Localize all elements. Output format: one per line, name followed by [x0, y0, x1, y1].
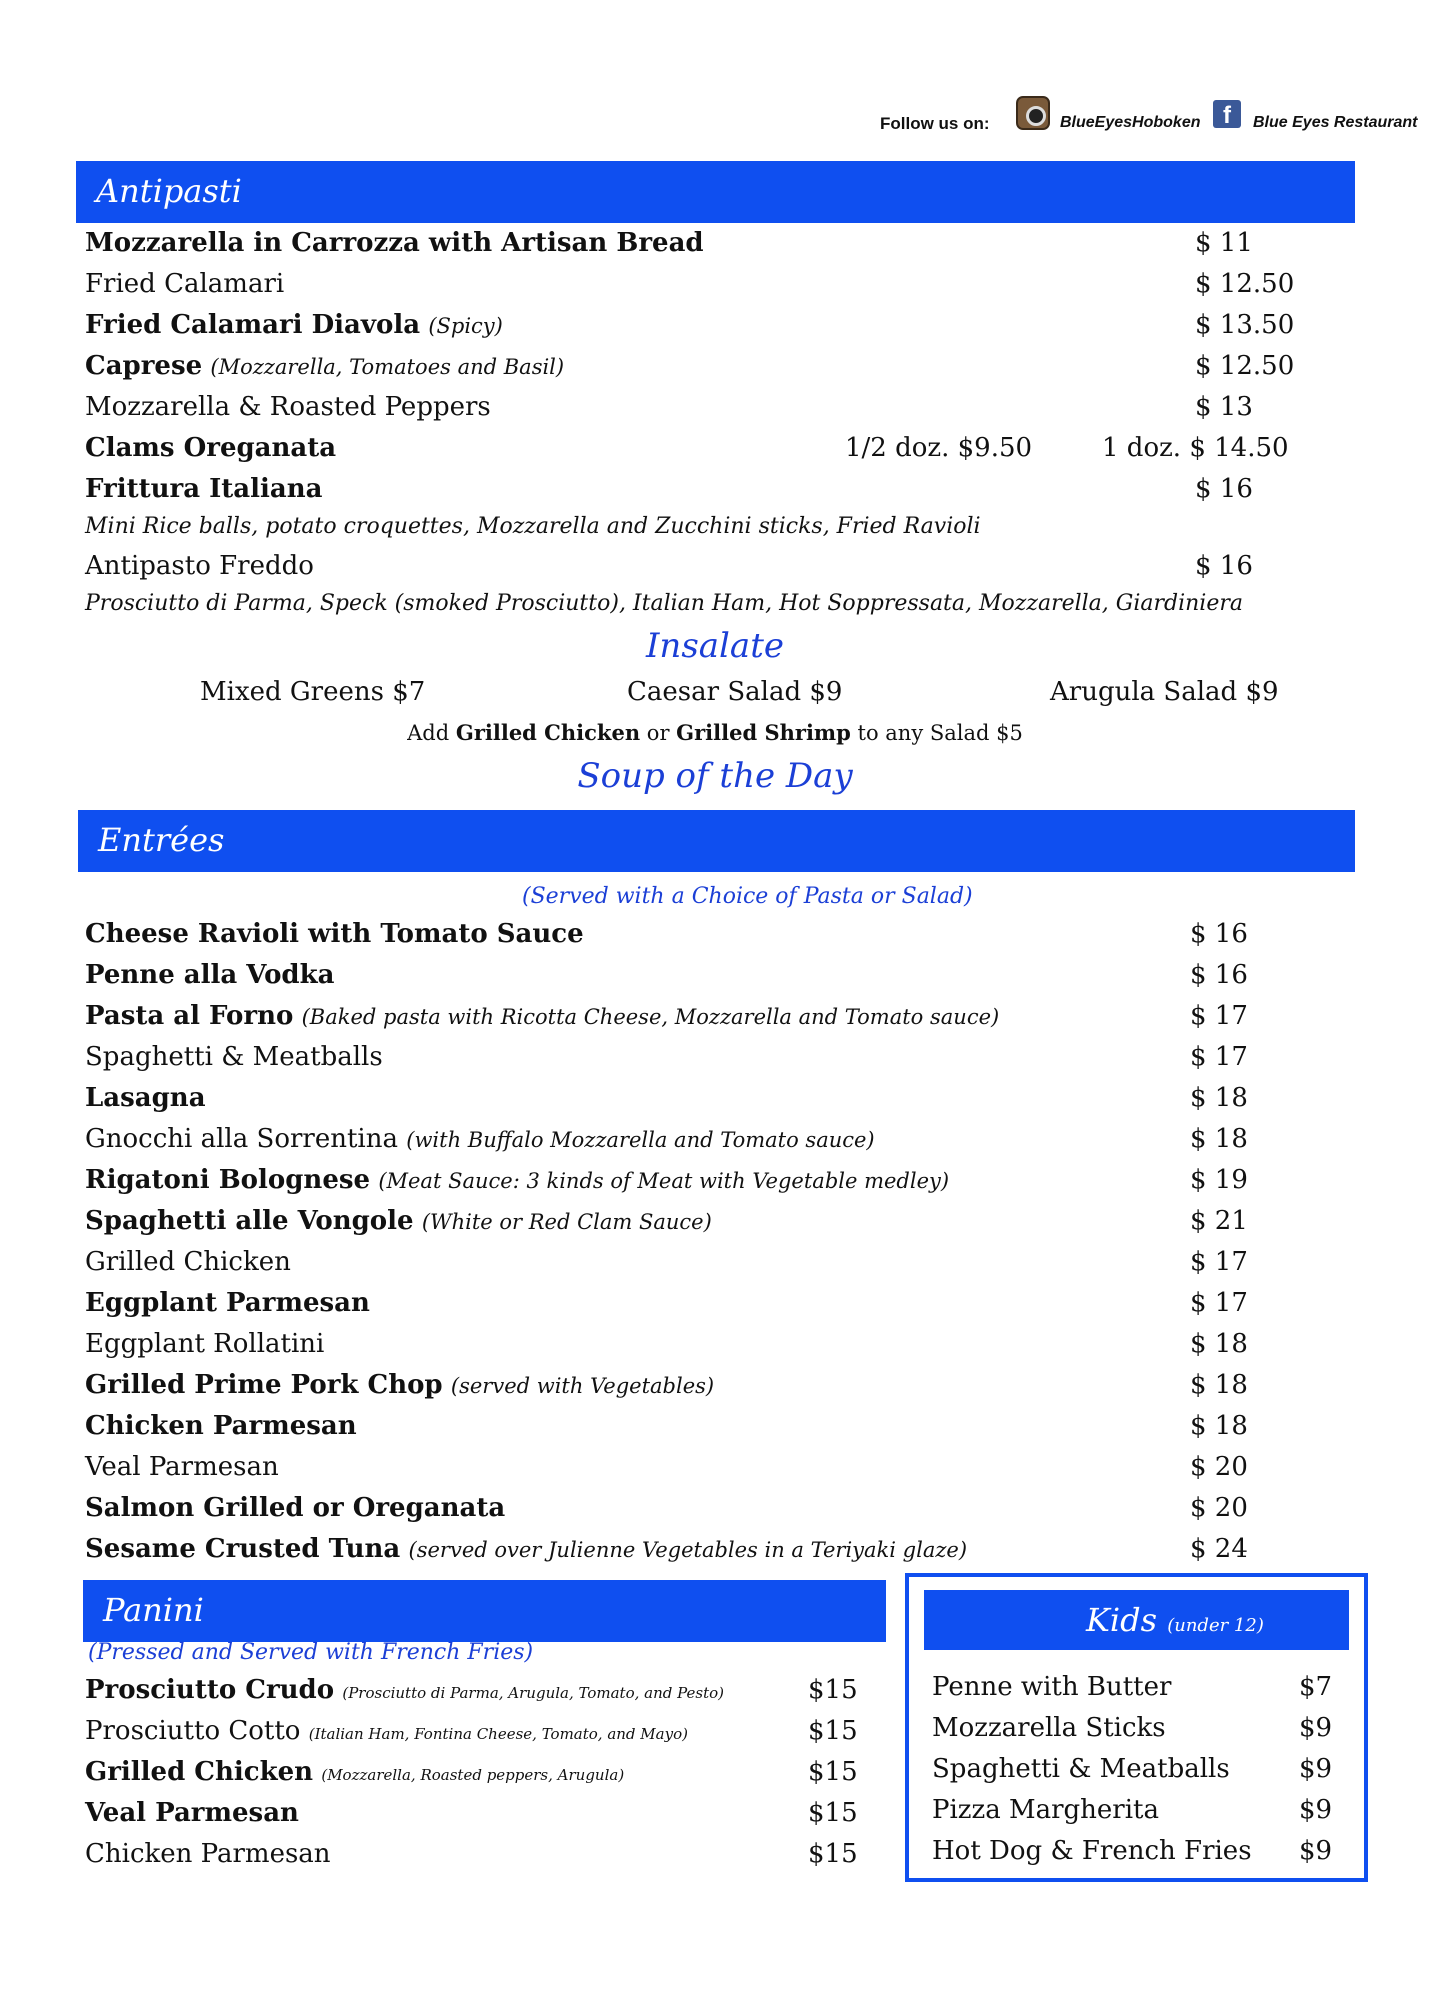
- item-name: Antipasto Freddo: [85, 551, 314, 581]
- item-name: Spaghetti alle Vongole: [85, 1206, 414, 1236]
- item-name: Sesame Crusted Tuna: [85, 1534, 401, 1564]
- item-name: Mozzarella Sticks: [932, 1713, 1166, 1743]
- antipasti-bar: [76, 161, 1355, 223]
- item-name: Spaghetti & Meatballs: [932, 1754, 1230, 1784]
- item-name: Veal Parmesan: [85, 1798, 299, 1828]
- entrees-note: (Served with a Choice of Pasta or Salad): [522, 884, 973, 909]
- item-price: $ 12.50: [1195, 351, 1295, 381]
- list-item: [85, 1411, 1345, 1452]
- list-item: [85, 960, 1345, 1001]
- list-item: [85, 1124, 1345, 1165]
- item-price: $ 18: [1190, 1124, 1248, 1154]
- list-item: [85, 1083, 1345, 1124]
- facebook-name[interactable]: Blue Eyes Restaurant: [1253, 114, 1418, 131]
- list-item: [627, 677, 842, 707]
- item-name: Fried Calamari: [85, 269, 285, 299]
- list-item: [932, 1754, 1352, 1795]
- item-name: Arugula Salad: [1050, 677, 1238, 707]
- list-item: [932, 1672, 1352, 1713]
- item-name: Grilled Chicken: [85, 1247, 291, 1277]
- antipasti-title: Antipasti: [96, 172, 242, 210]
- item-price: $ 24: [1190, 1534, 1248, 1564]
- list-item: [85, 433, 1345, 474]
- list-item: [85, 1165, 1345, 1206]
- kids-box: [905, 1573, 1368, 1882]
- panini-title: Panini: [103, 1591, 204, 1629]
- item-price-half: 1/2 doz. $9.50: [845, 433, 1033, 463]
- item-price: $ 16: [1190, 960, 1248, 990]
- item-price: $ 17: [1190, 1001, 1248, 1031]
- list-item: [85, 1716, 885, 1757]
- item-name: Pizza Margherita: [932, 1795, 1159, 1825]
- list-item: [932, 1795, 1352, 1836]
- list-item: [85, 1370, 1345, 1411]
- item-name: Chicken Parmesan: [85, 1839, 331, 1869]
- item-price: $ 21: [1190, 1206, 1248, 1236]
- instagram-handle[interactable]: BlueEyesHoboken: [1060, 114, 1201, 131]
- item-price: $9: [1299, 1754, 1333, 1784]
- item-name: Prosciutto Cotto: [85, 1716, 301, 1746]
- list-item: [85, 474, 1345, 515]
- list-item: [85, 1798, 885, 1839]
- item-name: Eggplant Rollatini: [85, 1329, 325, 1359]
- item-price: $ 19: [1190, 1165, 1248, 1195]
- item-name: Mixed Greens: [200, 677, 384, 707]
- list-item: [85, 1288, 1345, 1329]
- item-desc: (served with Vegetables): [450, 1374, 715, 1398]
- item-price: $ 17: [1190, 1247, 1248, 1277]
- list-item: [85, 1206, 1345, 1247]
- item-price: $ 20: [1190, 1452, 1248, 1482]
- item-name: Clams Oreganata: [85, 433, 337, 463]
- list-item: [1050, 677, 1279, 707]
- item-price: $ 11: [1195, 228, 1253, 258]
- item-name: Grilled Prime Pork Chop: [85, 1370, 443, 1400]
- item-name: Caprese: [85, 351, 203, 381]
- item-name: Lasagna: [85, 1083, 206, 1113]
- item-name: Penne alla Vodka: [85, 960, 335, 990]
- item-desc: (served over Julienne Vegetables in a Teriyaki glaze): [408, 1538, 968, 1562]
- entrees-bar: [78, 810, 1355, 872]
- item-price: $15: [808, 1675, 858, 1705]
- item-name: Prosciutto Crudo: [85, 1675, 335, 1705]
- list-item: [200, 677, 425, 707]
- item-desc: (Baked pasta with Ricotta Cheese, Mozzarella and Tomato sauce): [301, 1005, 1000, 1029]
- panini-note: (Pressed and Served with French Fries): [88, 1640, 534, 1665]
- salad-addon-note: Add Grilled Chicken or Grilled Shrimp to any Salad $5: [407, 720, 1023, 745]
- item-price: $15: [808, 1798, 858, 1828]
- item-price: $ 12.50: [1195, 269, 1295, 299]
- item-price: $9: [1299, 1836, 1333, 1866]
- freddo-sub: Prosciutto di Parma, Speck (smoked Prosciutto), Italian Ham, Hot Soppressata, Mozzarella, Giardiniera: [85, 591, 1243, 616]
- list-item: [932, 1713, 1352, 1754]
- list-item: [85, 1839, 885, 1880]
- list-item: [85, 1452, 1345, 1493]
- list-item: [85, 1001, 1345, 1042]
- item-price: $9: [1245, 677, 1279, 707]
- list-item: [85, 228, 1345, 269]
- item-price: $ 18: [1190, 1411, 1248, 1441]
- item-price: $9: [809, 677, 843, 707]
- follow-label: Follow us on:: [880, 114, 990, 133]
- item-price: $7: [392, 677, 426, 707]
- list-item: [85, 351, 1345, 392]
- kids-title: Kids: [1086, 1601, 1158, 1639]
- item-price: $ 16: [1195, 474, 1253, 504]
- list-item: [85, 1757, 885, 1798]
- item-desc: (Prosciutto di Parma, Arugula, Tomato, and Pesto): [342, 1684, 725, 1702]
- facebook-icon[interactable]: f: [1213, 100, 1241, 128]
- item-name: Gnocchi alla Sorrentina: [85, 1124, 398, 1154]
- item-desc: (Meat Sauce: 3 kinds of Meat with Vegetable medley): [378, 1169, 950, 1193]
- item-price: $ 17: [1190, 1288, 1248, 1318]
- list-item: [85, 1675, 885, 1716]
- item-desc: (with Buffalo Mozzarella and Tomato sauce): [406, 1128, 875, 1152]
- item-price: $ 18: [1190, 1329, 1248, 1359]
- item-name: Fried Calamari Diavola: [85, 310, 421, 340]
- item-name: Frittura Italiana: [85, 474, 323, 504]
- item-desc: (Italian Ham, Fontina Cheese, Tomato, and Mayo): [308, 1725, 688, 1743]
- list-item: [85, 269, 1345, 310]
- list-item: [85, 1042, 1345, 1083]
- item-price: $ 13.50: [1195, 310, 1295, 340]
- item-desc: (White or Red Clam Sauce): [421, 1210, 712, 1234]
- list-item: [85, 551, 1345, 592]
- item-price: $15: [808, 1757, 858, 1787]
- item-name: Pasta al Forno: [85, 1001, 294, 1031]
- item-price: $ 16: [1190, 919, 1248, 949]
- list-item: [85, 1329, 1345, 1370]
- item-name: Penne with Butter: [932, 1672, 1172, 1702]
- insalate-title: Insalate: [646, 626, 784, 666]
- item-name: Grilled Chicken: [85, 1757, 314, 1787]
- instagram-icon[interactable]: [1016, 96, 1050, 130]
- item-price: $9: [1299, 1795, 1333, 1825]
- item-name: Rigatoni Bolognese: [85, 1165, 371, 1195]
- item-price: $15: [808, 1716, 858, 1746]
- item-price: $ 20: [1190, 1493, 1248, 1523]
- item-name: Veal Parmesan: [85, 1452, 279, 1482]
- item-price: $ 18: [1190, 1083, 1248, 1113]
- item-price: $7: [1299, 1672, 1333, 1702]
- item-name: Salmon Grilled or Oreganata: [85, 1493, 506, 1523]
- item-price: 1 doz. $ 14.50: [1102, 433, 1289, 463]
- item-name: Mozzarella & Roasted Peppers: [85, 392, 491, 422]
- insalate-row: [0, 677, 1430, 717]
- soup-title: Soup of the Day: [577, 756, 853, 796]
- panini-bar: [83, 1580, 886, 1642]
- kids-subtitle: (under 12): [1167, 1615, 1264, 1636]
- item-price: $15: [808, 1839, 858, 1869]
- item-desc: (Mozzarella, Roasted peppers, Arugula): [321, 1766, 625, 1784]
- frittura-sub: Mini Rice balls, potato croquettes, Mozzarella and Zucchini sticks, Fried Ravioli: [85, 514, 981, 539]
- list-item: [85, 392, 1345, 433]
- item-name: Spaghetti & Meatballs: [85, 1042, 383, 1072]
- item-desc: (Spicy): [428, 314, 503, 338]
- item-name: Cheese Ravioli with Tomato Sauce: [85, 919, 584, 949]
- item-name: Caesar Salad: [627, 677, 802, 707]
- entrees-title: Entrées: [98, 821, 225, 859]
- item-price: $ 13: [1195, 392, 1253, 422]
- item-price: $ 16: [1195, 551, 1253, 581]
- item-price: $ 18: [1190, 1370, 1248, 1400]
- item-name: Eggplant Parmesan: [85, 1288, 370, 1318]
- item-price: $9: [1299, 1713, 1333, 1743]
- list-item: [85, 310, 1345, 351]
- item-desc: (Mozzarella, Tomatoes and Basil): [210, 355, 565, 379]
- item-name: Mozzarella in Carrozza with Artisan Bread: [85, 228, 704, 258]
- kids-bar: [924, 1590, 1349, 1650]
- list-item: [85, 1493, 1345, 1534]
- item-name: Chicken Parmesan: [85, 1411, 357, 1441]
- list-item: [932, 1836, 1352, 1877]
- item-name: Hot Dog & French Fries: [932, 1836, 1252, 1866]
- list-item: [85, 1247, 1345, 1288]
- list-item: [85, 919, 1345, 960]
- list-item: [85, 1534, 1345, 1575]
- item-price: $ 17: [1190, 1042, 1248, 1072]
